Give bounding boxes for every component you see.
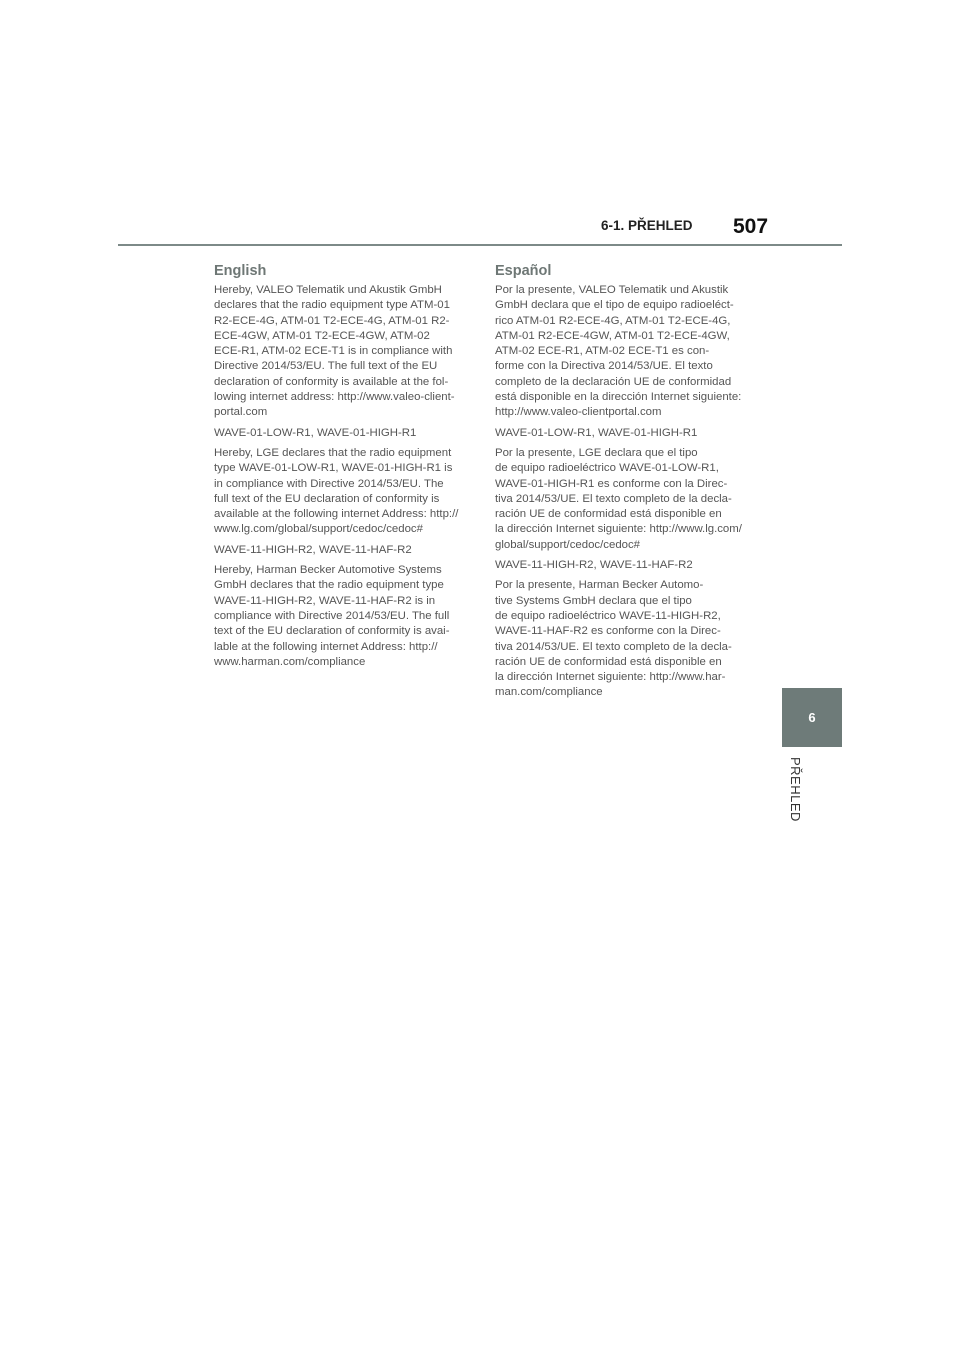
paragraph: Hereby, Harman Becker Automotive Systems GmbH declares that the radio equipment type WAVE-11-HIGH-R2, WAVE-11-HAF-R2 is in compliance with Directive 2014/53/EU. The full text of the EU declaration of conformity is avai- lable at the following internet Address: http:// www.harman.com/compliance xyxy=(214,564,450,668)
paragraph: Hereby, LGE declares that the radio equipment type WAVE-01-LOW-R1, WAVE-01-HIGH-R1 is in compliance with Directive 2014/53/EU. The full text of the EU declaration of conformity is available at the following internet Address: http:// www.lg.com/global/support/cedoc/cedoc# xyxy=(214,446,459,536)
english-heading: English xyxy=(214,263,267,279)
paragraph: WAVE-11-HIGH-R2, WAVE-11-HAF-R2 xyxy=(495,559,693,572)
chapter-side-label xyxy=(785,757,805,837)
paragraph: Hereby, VALEO Telematik und Akustik GmbH declares that the radio equipment type ATM-01 R2-ECE-4G, ATM-01 T2-ECE-4G, ATM-01 R2- ECE-4GW, ATM-01 T2-ECE-4GW, ATM-02 ECE-R1, ATM-02 ECE-T1 is in compliance with Directive 2014/53/EU. The full text of the EU declaration of conformity is available at the fol- lowing internet address: http://www.valeo-client- portal.com xyxy=(214,284,455,419)
spanish-column xyxy=(495,263,755,706)
paragraph: Por la presente, VALEO Telematik und Akustik GmbH declara que el tipo de equipo radioeléct- rico ATM-01 R2-ECE-4G, ATM-01 T2-ECE-4G, ATM-01 R2-ECE-4GW, ATM-01 T2-ECE-4GW, ATM-02 ECE-R1, ATM-02 ECE-T1 es con- forme con la Directiva 2014/53/UE. El texto completo de la declaración UE de conformidad está disponible en la dirección Internet siguiente: http://www.valeo-clientportal.com xyxy=(495,284,742,419)
chapter-side-label-text: PŘEHLED xyxy=(788,757,803,822)
spanish-heading: Español xyxy=(495,263,552,279)
paragraph: Por la presente, Harman Becker Automo- tive Systems GmbH declara que el tipo de equipo radioeléctrico WAVE-11-HIGH-R2, WAVE-11-HAF-R2 es conforme con la Direc- tiva 2014/53/UE. El texto completo de la decla- ración UE de conformidad está disponible en la dirección Internet siguiente: http://www.har- man.com/compliance xyxy=(495,579,732,699)
paragraph: Por la presente, LGE declara que el tipo de equipo radioeléctrico WAVE-01-LOW-R1, WAVE-01-HIGH-R1 es conforme con la Direc- tiva 2014/53/UE. El texto completo de la decla- ración UE de conformidad está disponible en la dirección Internet siguiente: http://www.lg.com/ global/support/cedoc/cedoc# xyxy=(495,446,742,551)
paragraph: WAVE-11-HIGH-R2, WAVE-11-HAF-R2 xyxy=(214,543,412,556)
chapter-tab: 6 xyxy=(782,688,842,747)
paragraph: WAVE-01-LOW-R1, WAVE-01-HIGH-R1 xyxy=(495,426,698,439)
english-column xyxy=(214,263,484,675)
page-number: 507 xyxy=(733,215,769,238)
section-title: 6-1. PŘEHLED xyxy=(601,218,693,233)
header-divider xyxy=(118,244,842,246)
paragraph: WAVE-01-LOW-R1, WAVE-01-HIGH-R1 xyxy=(214,426,417,439)
